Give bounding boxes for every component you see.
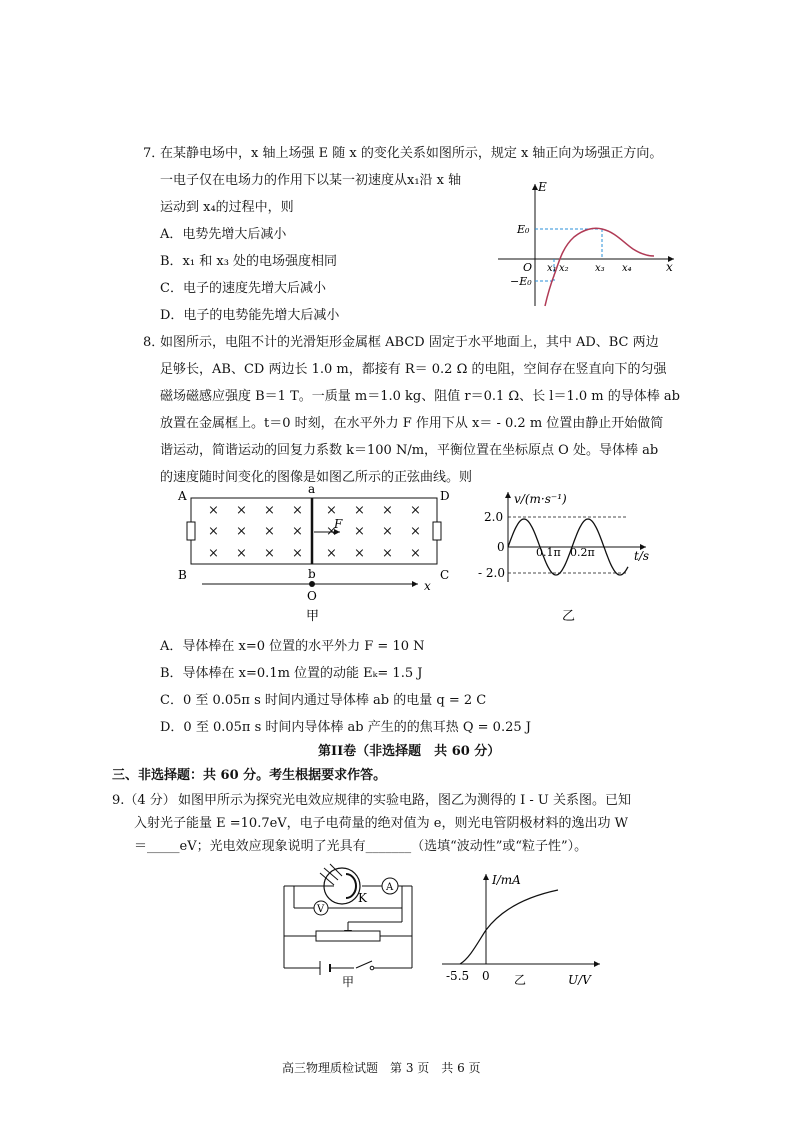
svg-text:×: × <box>264 524 275 539</box>
q8-stem-line-2: 足够长，AB、CD 两边长 1.0 m，都接有 R＝ 0.2 Ω 的电阻，空间存在竖直向下的匀强 <box>160 362 667 377</box>
q7-origin-label: O <box>523 261 533 274</box>
q7-neg-e0-label: −E₀ <box>510 275 532 288</box>
svg-text:×: × <box>354 546 365 561</box>
section-title: 第II卷（非选择题 共 60 分） <box>318 744 501 759</box>
q7-option-a: A．电势先增大后减小 <box>160 227 287 242</box>
q8-fig-caption-jia: 甲 <box>306 609 320 624</box>
q8-v-label: v/(m·s⁻¹) <box>514 492 567 506</box>
q8-option-d: D．0 至 0.05π s 时间内导体棒 ab 产生的的焦耳热 Q = 0.25 J <box>160 720 531 735</box>
q8-option-c: C．0 至 0.05π s 时间内通过导体棒 ab 的电量 q = 2 C <box>160 693 487 708</box>
q7-e0-label: E₀ <box>517 223 530 236</box>
q7-field-graph <box>490 178 690 310</box>
q8-velocity-graph <box>478 488 668 626</box>
q7-stem-line-3: 运动到 x₄的过程中，则 <box>160 200 294 215</box>
q8-stem-line-5: 谐运动，简谐运动的回复力系数 k＝100 N/m，平衡位置在坐标原点 O 处。导体棒 ab <box>160 443 659 458</box>
q8-axis-label: x <box>424 579 431 593</box>
q7-tick-x3: x₃ <box>595 263 605 274</box>
q7-stem-line-1: 在某静电场中，x 轴上场强 E 随 x 的变化关系如图所示，规定 x 轴正向为场强正方向。 <box>160 146 663 161</box>
svg-text:×: × <box>236 524 247 539</box>
svg-text:×: × <box>236 503 247 518</box>
q7-stem-line-2: 一电子仅在电场力的作用下以某一初速度从x₁沿 x 轴 <box>160 173 462 188</box>
q9-u-label: U/V <box>568 973 591 987</box>
q9-graph-caption: 乙 <box>514 973 527 987</box>
q8-y-tick-neg: - 2.0 <box>478 566 505 580</box>
svg-text:×: × <box>264 546 275 561</box>
q8-rod-bottom-label: b <box>308 567 316 581</box>
svg-text:×: × <box>382 503 393 518</box>
svg-text:×: × <box>410 503 421 518</box>
q8-origin-label: O <box>307 589 317 603</box>
q7-y-label: E <box>538 180 547 194</box>
q8-number: 8． <box>143 335 165 350</box>
q9-switch <box>370 966 374 970</box>
q8-force-label: F <box>334 517 343 531</box>
q8-origin-dot <box>309 581 315 587</box>
q7-option-b: B．x₁ 和 x₃ 处的电场强度相同 <box>160 254 338 269</box>
q8-y-tick-pos: 2.0 <box>484 510 504 524</box>
q9-tick-neg: -5.5 <box>446 969 470 983</box>
q9-i-label: I/mA <box>492 873 521 887</box>
q9-number: 9.（4 分） <box>112 793 176 808</box>
q9-stem-line-1: 如图甲所示为探究光电效应规律的实验电路，图乙为测得的 I - U 关系图。已知 <box>178 793 632 808</box>
q8-x-tick-1: 0.1π <box>536 546 561 559</box>
q8-t-label: t/s <box>634 549 650 563</box>
q8-x-tick-2: 0.2π <box>570 546 595 559</box>
q7-option-d: D．电子的电势能先增大后减小 <box>160 308 340 323</box>
q7-tick-x4: x₄ <box>622 263 632 274</box>
q8-corner-b: B <box>178 568 187 582</box>
q8-stem-line-4: 放置在金属框上。t＝0 时刻，在水平外力 F 作用下从 x＝ - 0.2 m 位置由静止开始做简 <box>160 416 664 431</box>
svg-text:×: × <box>292 546 303 561</box>
q8-corner-d: D <box>440 489 450 503</box>
q9-stem-line-2: 入射光子能量 E =10.7eV，电子电荷量的绝对值为 e，则光电管阴极材料的逸出功 W <box>134 816 628 831</box>
q8-corner-c: C <box>440 568 450 582</box>
q8-stem-line-3: 磁场磁感应强度 B＝1 T。一质量 m＝1.0 kg、阻值 r＝0.1 Ω、长 l＝1.0 m 的导体棒 ab <box>160 389 680 404</box>
q7-option-c: C．电子的速度先增大后减小 <box>160 281 326 296</box>
q9-iu-curve <box>460 890 558 964</box>
svg-text:×: × <box>208 524 219 539</box>
svg-text:×: × <box>208 503 219 518</box>
q8-fig-caption-yi: 乙 <box>562 609 576 624</box>
q8-rod-top-label: a <box>308 482 316 496</box>
q8-frame-rect <box>191 498 437 564</box>
svg-text:×: × <box>382 546 393 561</box>
q9-voltmeter-label: V <box>317 904 325 915</box>
q8-y-tick-zero: 0 <box>497 540 505 554</box>
q9-iu-graph <box>440 868 610 994</box>
q8-option-a: A．导体棒在 x=0 位置的水平外力 F = 10 N <box>160 639 425 654</box>
svg-text:×: × <box>326 524 337 539</box>
svg-text:×: × <box>236 546 247 561</box>
q9-circuit <box>280 858 420 988</box>
svg-text:×: × <box>354 503 365 518</box>
q8-right-resistor <box>433 522 441 540</box>
q9-circuit-caption: 甲 <box>342 975 355 989</box>
svg-text:×: × <box>410 524 421 539</box>
q8-stem-line-6: 的速度随时间变化的图像是如图乙所示的正弦曲线。则 <box>160 470 473 485</box>
svg-text:×: × <box>354 524 365 539</box>
q8-option-b: B．导体棒在 x=0.1m 位置的动能 Eₖ= 1.5 J <box>160 666 423 681</box>
svg-text:×: × <box>292 503 303 518</box>
q7-tick-x1: x₁ <box>547 263 557 274</box>
q9-ammeter-label: A <box>386 882 394 893</box>
svg-text:×: × <box>382 524 393 539</box>
q9-cathode-label: K <box>358 891 367 905</box>
q7-tick-x2: x₂ <box>559 263 569 274</box>
q8-left-resistor <box>187 522 195 540</box>
q9-stem-line-3: ＝_____eV；光电效应现象说明了光具有_______（选填“波动性”或“粒子性”）。 <box>134 839 588 854</box>
q9-rheostat <box>316 931 380 941</box>
section-heading: 三、非选择题：共 60 分。考生根据要求作答。 <box>112 768 387 783</box>
svg-text:×: × <box>292 524 303 539</box>
page-footer: 高三物理质检试题 第 3 页 共 6 页 <box>282 1061 481 1075</box>
q8-frame-figure <box>170 484 460 626</box>
q7-x-label: x <box>666 260 673 274</box>
q8-stem-line-1: 如图所示，电阻不计的光滑矩形金属框 ABCD 固定于水平地面上，其中 AD、BC 两边 <box>160 335 659 350</box>
svg-text:×: × <box>410 546 421 561</box>
q9-tick-zero: 0 <box>482 969 490 983</box>
q7-number: 7． <box>143 146 165 161</box>
q8-corner-a: A <box>178 489 187 503</box>
svg-text:×: × <box>264 503 275 518</box>
svg-text:×: × <box>326 546 337 561</box>
svg-text:×: × <box>208 546 219 561</box>
svg-text:×: × <box>326 503 337 518</box>
